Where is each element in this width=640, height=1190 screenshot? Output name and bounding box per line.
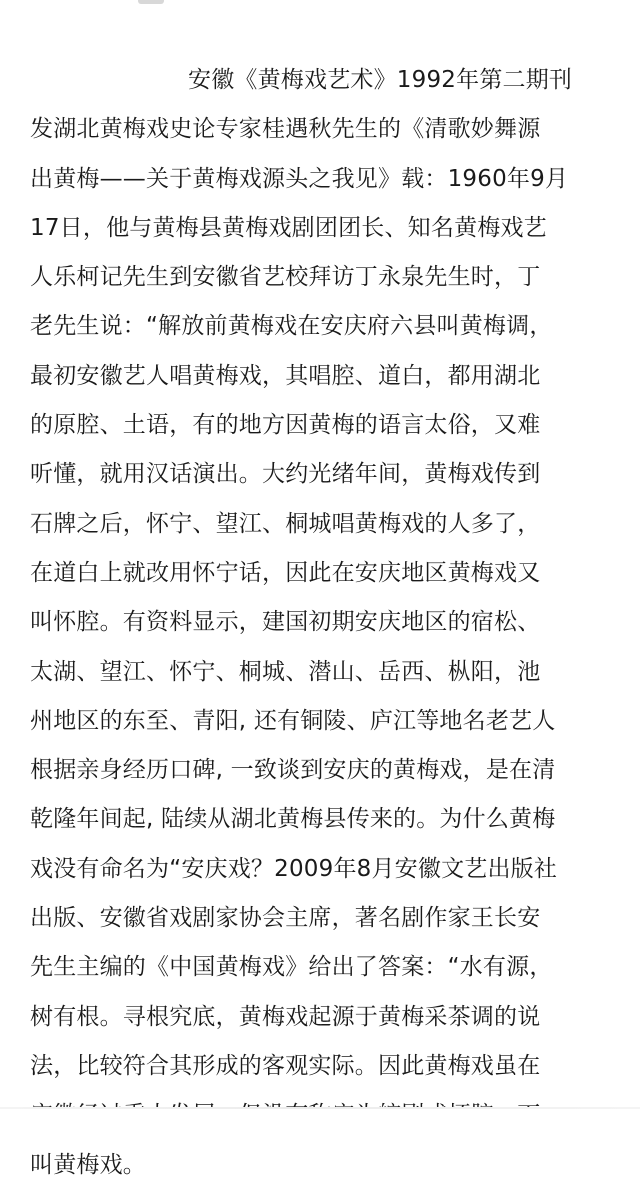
- article-line: 叫黄梅戏。: [30, 1151, 146, 1178]
- article-line: 在道白上就改用怀宁话，因此在安庆地区黄梅戏又: [30, 559, 541, 586]
- article-line: 老先生说：“解放前黄梅戏在安庆府六县叫黄梅调，: [30, 313, 553, 340]
- top-scroll-mark: [138, 0, 164, 4]
- article-line: 人乐柯记先生到安徽省艺校拜访丁永泉先生时，丁: [30, 264, 541, 291]
- article-line: 的原腔、土语，有的地方因黄梅的语言太俗，又难: [30, 412, 541, 439]
- article-line: 听懂，就用汉话演出。大约光绪年间，黄梅戏传到: [30, 461, 541, 488]
- article-line: 太湖、望江、怀宁、桐城、潜山、岳西、枞阳，池: [30, 658, 541, 685]
- article-line: 17日，他与黄梅县黄梅戏剧团团长、知名黄梅戏艺: [30, 214, 547, 241]
- article-body: [30, 56, 615, 1190]
- article-line: 出版、安徽省戏剧家协会主席，著名剧作家王长安: [30, 905, 541, 932]
- article-line: 根据亲身经历口碑, 一致谈到安庆的黄梅戏，是在清: [30, 757, 556, 784]
- article-line: 戏没有命名为“安庆戏？2009年8月安徽文艺出版社: [30, 855, 558, 882]
- article-line: 最初安徽艺人唱黄梅戏，其唱腔、道白，都用湖北: [30, 362, 541, 389]
- footer-area: [0, 1109, 640, 1152]
- article-line: 乾隆年间起, 陆续从湖北黄梅县传来的。为什么黄梅: [30, 806, 556, 833]
- article-line: 安徽《黄梅戏艺术》1992年第二期刊: [188, 67, 573, 93]
- article-line: 先生主编的《中国黄梅戏》给出了答案：“水有源，: [30, 954, 553, 981]
- article-line: 发湖北黄梅戏史论专家桂遇秋先生的《清歌妙舞源: [30, 116, 541, 143]
- article-line: 法，比较符合其形成的客观实际。因此黄梅戏虽在: [30, 1052, 541, 1079]
- article-line: 州地区的东至、青阳, 还有铜陵、庐江等地名老艺人: [30, 707, 556, 734]
- article-line: 石牌之后，怀宁、望江、桐城唱黄梅戏的人多了，: [30, 510, 541, 537]
- article-line: 树有根。寻根究底，黄梅戏起源于黄梅采茶调的说: [30, 1003, 541, 1030]
- article-line: 叫怀腔。有资料显示，建国初期安庆地区的宿松、: [30, 609, 541, 636]
- article-line: 出黄梅——关于黄梅戏源头之我见》载：1960年9月: [30, 165, 569, 192]
